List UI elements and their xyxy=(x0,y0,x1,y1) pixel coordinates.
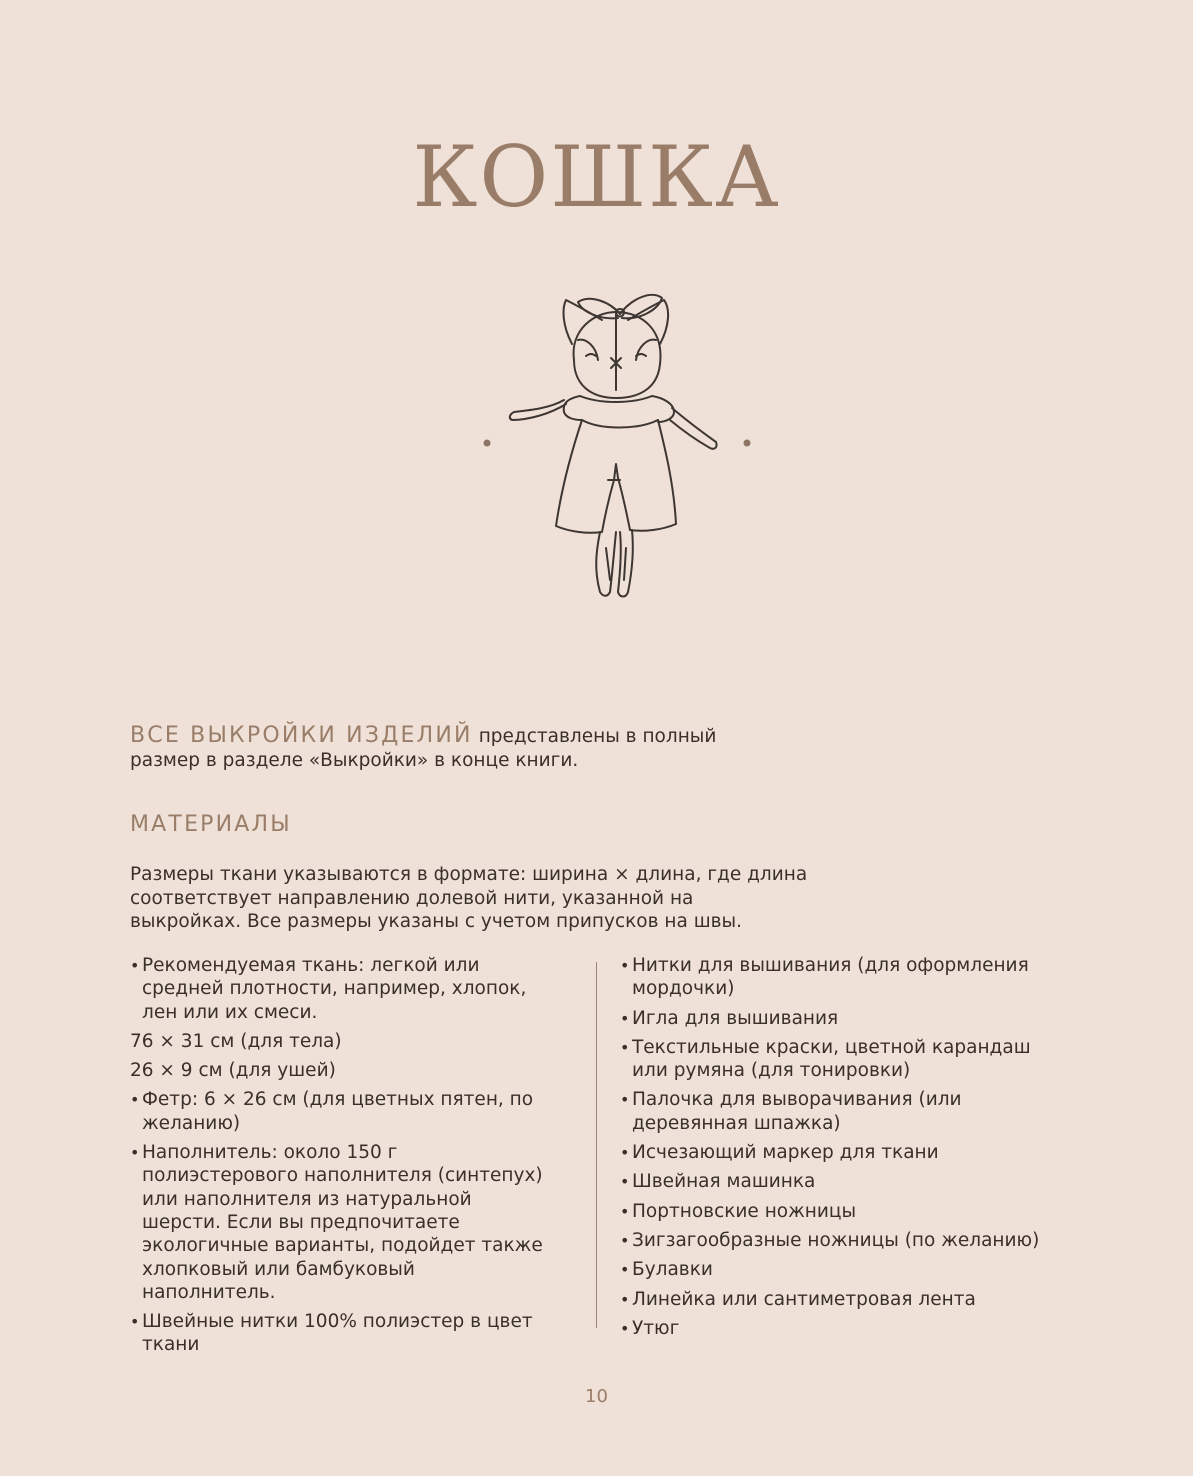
materials-heading: МАТЕРИАЛЫ xyxy=(130,812,292,837)
page-number: 10 xyxy=(585,1386,608,1407)
list-item: • Утюг xyxy=(620,1317,1050,1340)
intro-paragraph xyxy=(130,724,770,773)
list-item: • Палочка для выворачивания (или деревянная шпажка) xyxy=(620,1088,1050,1135)
list-item: • Портновские ножницы xyxy=(620,1200,1050,1223)
materials-list-right xyxy=(620,954,1050,1346)
list-item: • Исчезающий маркер для ткани xyxy=(620,1141,1050,1164)
list-item: • Рекомендуемая ткань: легкой или средней плотности, например, хлопок, лен или их смеси. xyxy=(130,954,550,1024)
list-item: • Зигзагообразные ножницы (по желанию) xyxy=(620,1229,1050,1252)
list-item: • Булавки xyxy=(620,1258,1050,1281)
list-item: • Нитки для вышивания (для оформления мордочки) xyxy=(620,954,1050,1001)
materials-note: Размеры ткани указываются в формате: ширина × длина, где длина соответствует направлению долевой нити, указанной на выкройках. Все размеры указаны с учетом припусков на швы. xyxy=(130,864,808,932)
list-item: • Текстильные краски, цветной карандаш или румяна (для тонировки) xyxy=(620,1036,1050,1083)
list-item: • Швейная машинка xyxy=(620,1170,1050,1193)
page-title: КОШКА xyxy=(412,128,781,226)
list-item: • Наполнитель: около 150 г полиэстерового наполнителя (синтепух) или наполнителя из натуральной шерсти. Если вы предпочитаете экологичные варианты, подойдет также хлопковый или бамбуковый наполнитель. xyxy=(130,1141,550,1304)
list-item: • Фетр: 6 × 26 см (для цветных пятен, по желанию) xyxy=(130,1088,550,1135)
materials-list-left xyxy=(130,954,550,1363)
list-item: • Игла для вышивания xyxy=(620,1007,1050,1030)
column-divider xyxy=(596,962,597,1328)
list-item: • Линейка или сантиметровая лента xyxy=(620,1288,1050,1311)
intro-text: представлены в полный размер в разделе «Выкройки» в конце книги. xyxy=(130,726,717,771)
intro-lead: ВСЕ ВЫКРОЙКИ ИЗДЕЛИЙ xyxy=(130,723,473,748)
list-item: 76 × 31 см (для тела) xyxy=(130,1030,342,1052)
list-item: • Швейные нитки 100% полиэстер в цвет ткани xyxy=(130,1310,550,1357)
list-item: 26 × 9 см (для ушей) xyxy=(130,1060,336,1082)
cat-doll-icon xyxy=(470,280,760,610)
